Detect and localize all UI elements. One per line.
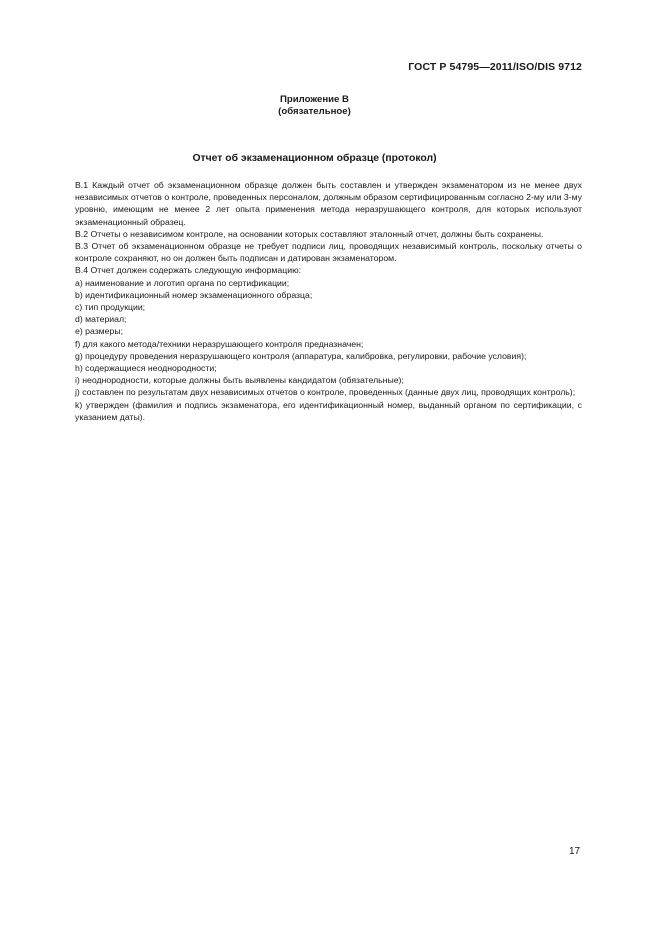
- paragraph-b4: В.4 Отчет должен содержать следующую информацию:: [75, 265, 301, 276]
- list-item: d) материал;: [75, 314, 127, 325]
- list-item: e) размеры;: [75, 326, 123, 337]
- list-item: i) неоднородности, которые должны быть выявлены кандидатом (обязательные);: [75, 375, 404, 386]
- page-number: 17: [569, 846, 581, 857]
- list-item: b) идентификационный номер экзаменационного образца;: [75, 289, 313, 300]
- list-item: g) процедуру проведения неразрушающего контроля (аппаратура, калибровка, регулировки, рабочие условия);: [75, 350, 527, 361]
- standard-designation: ГОСТ Р 54795—2011/ISO/DIS 9712: [408, 61, 582, 73]
- annex-status: (обязательное): [278, 106, 351, 117]
- annex-title: Приложение В: [280, 94, 349, 105]
- paragraph-b2: В.2 Отчеты о независимом контроле, на основании которых составляют эталонный отчет, должны быть сохранены.: [75, 228, 544, 239]
- paragraph-b3: В.3 Отчет об экзаменационном образце не требует подписи лиц, проводящих независимый контроль, поскольку отчеты о контроле сохраняют, но он должен быть подписан и датирован экзаменатором.: [75, 241, 582, 264]
- list-item: c) тип продукции;: [75, 302, 146, 313]
- paragraph-b1: В.1 Каждый отчет об экзаменационном образце должен быть составлен и утвержден экзаменатором из не менее двух независимых отчетов о контроле, проведенных персоналом, должным образом сертифицированным согласно 2-му или 3-му уровню, имеющим не менее 2 лет опыта применения метода неразрушающего контроля, для которых используют экзаменационный образец.: [75, 180, 582, 227]
- list-item: f) для какого метода/техники неразрушающего контроля предназначен;: [75, 338, 364, 349]
- list-item: h) содержащиеся неоднородности;: [75, 363, 217, 374]
- list-item: j) составлен по результатам двух независимых отчетов о контроле, проведенных (данные двух лиц, проводящих контроль);: [75, 387, 576, 398]
- list-item: a) наименование и логотип органа по сертификации;: [75, 277, 290, 288]
- section-title: Отчет об экзаменационном образце (протокол): [192, 153, 437, 164]
- list-item: k) утвержден (фамилия и подпись экзаменатора, его идентификационный номер, выданный органом по сертификации, с указанием даты).: [75, 399, 582, 422]
- body-text: [75, 179, 582, 423]
